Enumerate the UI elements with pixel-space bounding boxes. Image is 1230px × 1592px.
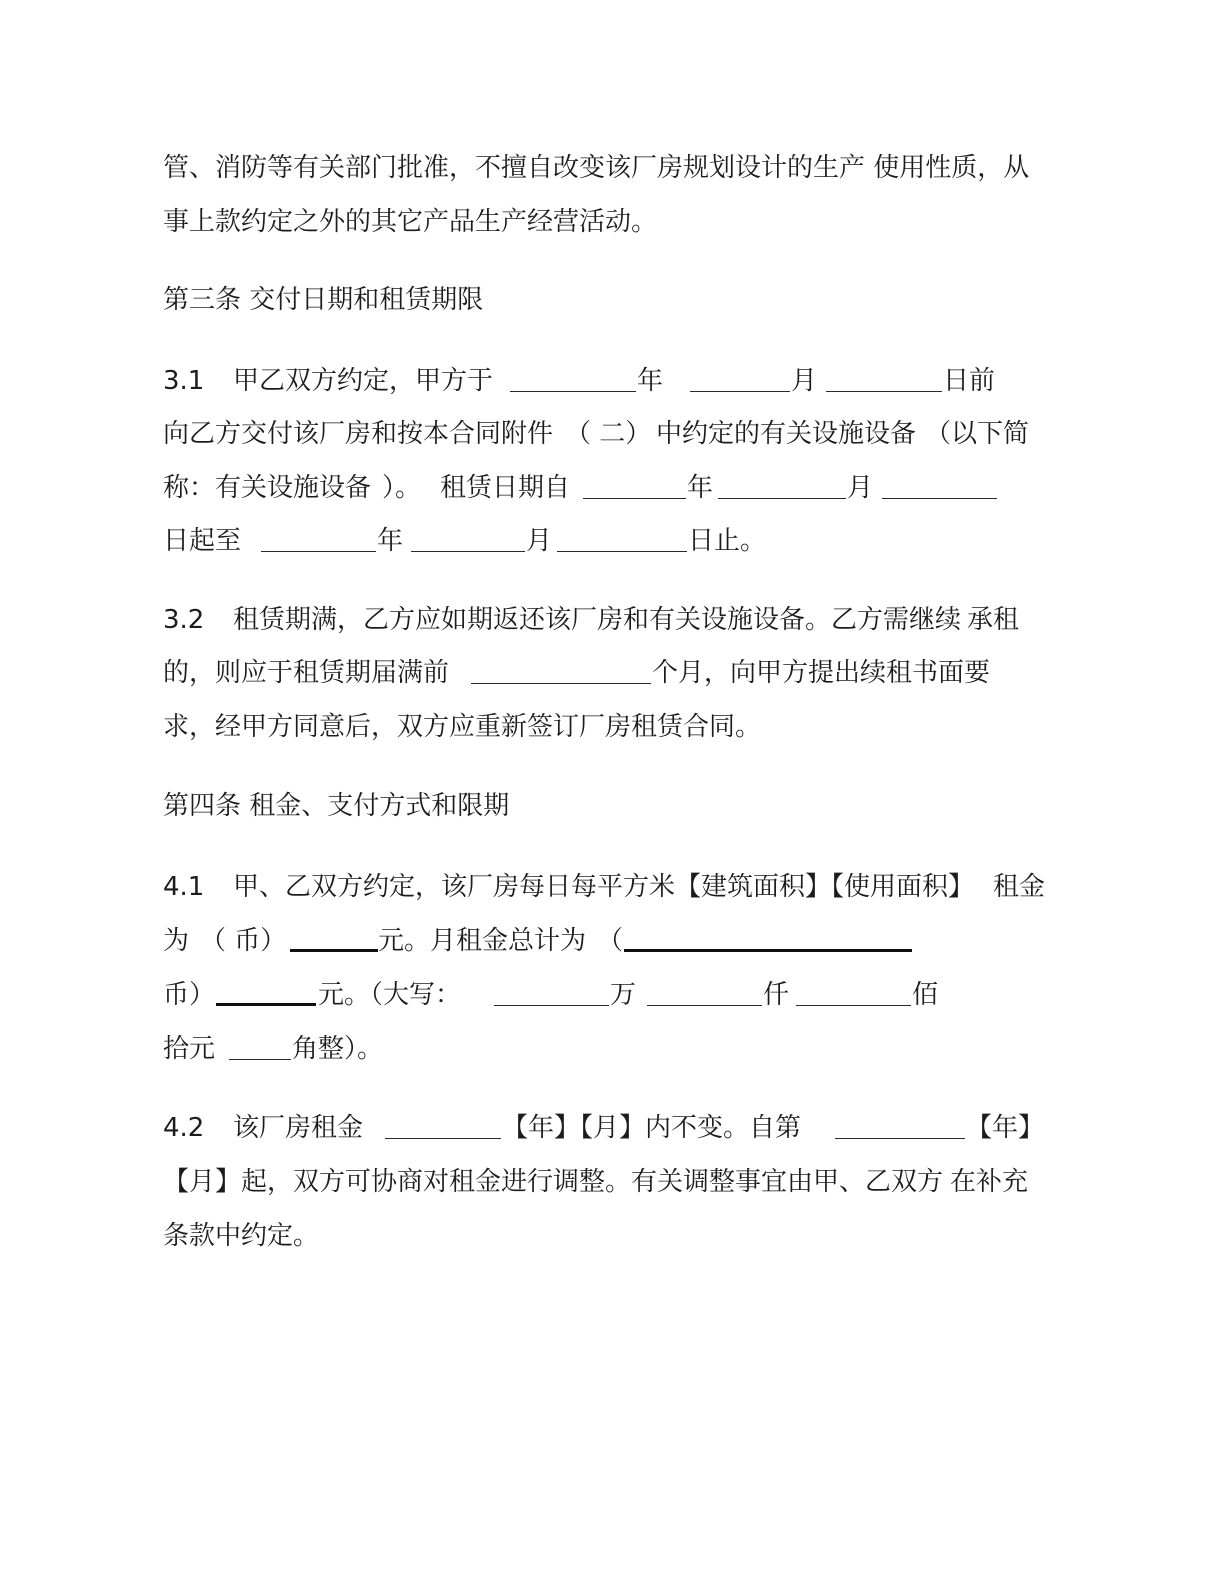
text-segment: 【年】 <box>966 1113 1045 1143</box>
text-segment: 向乙方交付该厂房和按本合同附件 <box>163 419 554 449</box>
text-segment: 【年】【月】内不变。自第 <box>502 1113 802 1143</box>
fill-in-blank <box>882 473 997 499</box>
text-segment: 租赁日期自 <box>440 473 571 503</box>
clause-3-1-line-3 <box>0 473 1230 503</box>
article-heading <box>0 791 1230 821</box>
clause-4-1-line-1 <box>0 872 1230 902</box>
text-segment: 日止。 <box>688 526 767 556</box>
text-segment: 年 <box>637 366 664 396</box>
text-segment: 月 <box>526 526 553 556</box>
text-segment: （ 二） <box>565 419 652 449</box>
clause-number: 4.1 <box>163 872 205 902</box>
clause-4-1-line-4 <box>0 1034 1230 1064</box>
fill-in-blank <box>690 366 790 392</box>
text-segment: 【月】起，双方可协商对租金进行调整。有关调整事宜由甲、乙双方 <box>163 1167 944 1197</box>
text-segment: 中约定的有关设施设备 <box>656 419 917 449</box>
text-segment: 称：有关设施设备 <box>163 473 372 503</box>
fill-in-blank <box>471 658 651 684</box>
fill-in-blank <box>510 366 636 392</box>
text-segment: 日起至 <box>163 526 242 556</box>
fill-in-blank <box>718 473 846 499</box>
text-segment: （ 币） <box>200 926 287 956</box>
text-segment: 元。月租金总计为 <box>378 926 587 956</box>
text-segment: 事上款约定之外的其它产品生产经营活动。 <box>163 207 658 237</box>
text-segment: 在补充 <box>950 1167 1029 1197</box>
clause-3-2-line-3 <box>0 712 1230 742</box>
fill-in-blank <box>647 980 762 1006</box>
text-segment: （以下简 <box>925 419 1030 449</box>
text-segment: 管、消防等有关部门批准，不擅自改变该厂房规划设计的生产 使用性质，从 <box>163 153 1030 183</box>
text-segment: 角整）。 <box>292 1034 384 1064</box>
fill-in-blank <box>835 1113 965 1139</box>
text-segment: 年 <box>377 526 404 556</box>
clause-number: 3.2 <box>163 605 205 635</box>
fill-in-blank <box>583 473 686 499</box>
text-segment: 拾元 <box>163 1034 216 1064</box>
article-heading <box>0 285 1230 315</box>
fill-in-blank <box>261 526 376 552</box>
text-segment: 币） <box>163 980 216 1010</box>
fill-in-blank <box>494 980 609 1006</box>
clause-4-2-line-2 <box>0 1167 1230 1197</box>
text-segment: 求，经甲方同意后，双方应重新签订厂房租赁合同。 <box>163 712 762 742</box>
text-segment: 的，则应于租赁期届满前 <box>163 658 450 688</box>
clause-3-1-line-1 <box>0 366 1230 396</box>
clause-number: 4.2 <box>163 1113 205 1143</box>
fill-in-blank <box>229 1034 291 1060</box>
text-segment: 甲乙双方约定，甲方于 <box>233 366 494 396</box>
text-segment: 佰 <box>912 980 939 1010</box>
clause-3-1-line-4 <box>0 526 1230 556</box>
text-segment: 条款中约定。 <box>163 1221 320 1251</box>
fill-in-blank <box>411 526 525 552</box>
clause-3-2-line-2 <box>0 658 1230 688</box>
text-segment: 租金 <box>993 872 1046 902</box>
text-segment: 月 <box>847 473 874 503</box>
fill-in-blank <box>385 1113 501 1139</box>
article-3-heading: 第三条 交付日期和租赁期限 <box>163 285 484 315</box>
text-segment: 该厂房租金 <box>233 1113 364 1143</box>
text-line <box>0 153 1230 183</box>
text-segment: 月 <box>791 366 818 396</box>
text-segment: 甲、乙双方约定，该厂房每日每平方米【建筑面积】【使用面积】 <box>233 872 975 902</box>
fill-in-blank <box>557 526 687 552</box>
text-segment: （ <box>597 926 624 956</box>
fill-in-blank <box>826 366 942 392</box>
text-segment: 仟 <box>763 980 790 1010</box>
fill-in-blank <box>624 926 912 952</box>
clause-number: 3.1 <box>163 366 205 396</box>
clause-3-2-line-1 <box>0 605 1230 635</box>
clause-4-2-line-1 <box>0 1113 1230 1143</box>
text-segment: 为 <box>163 926 190 956</box>
text-segment: ）。 <box>382 473 422 503</box>
fill-in-blank <box>796 980 911 1006</box>
text-line <box>0 207 1230 237</box>
text-segment: 元。（大写： <box>318 980 462 1010</box>
clause-4-2-line-3 <box>0 1221 1230 1251</box>
clause-3-1-line-2 <box>0 419 1230 449</box>
text-segment: 个月，向甲方提出续租书面要 <box>652 658 991 688</box>
text-segment: 日前 <box>943 366 996 396</box>
article-4-heading: 第四条 租金、支付方式和限期 <box>163 791 510 821</box>
text-segment: 租赁期满，乙方应如期返还该厂房和有关设施设备。乙方需继续 <box>233 605 962 635</box>
clause-4-1-line-3 <box>0 980 1230 1010</box>
text-segment: 承租 <box>967 605 1020 635</box>
text-segment: 万 <box>610 980 637 1010</box>
clause-4-1-line-2 <box>0 926 1230 956</box>
text-segment: 年 <box>687 473 714 503</box>
fill-in-blank <box>216 980 316 1006</box>
fill-in-blank <box>290 926 378 952</box>
